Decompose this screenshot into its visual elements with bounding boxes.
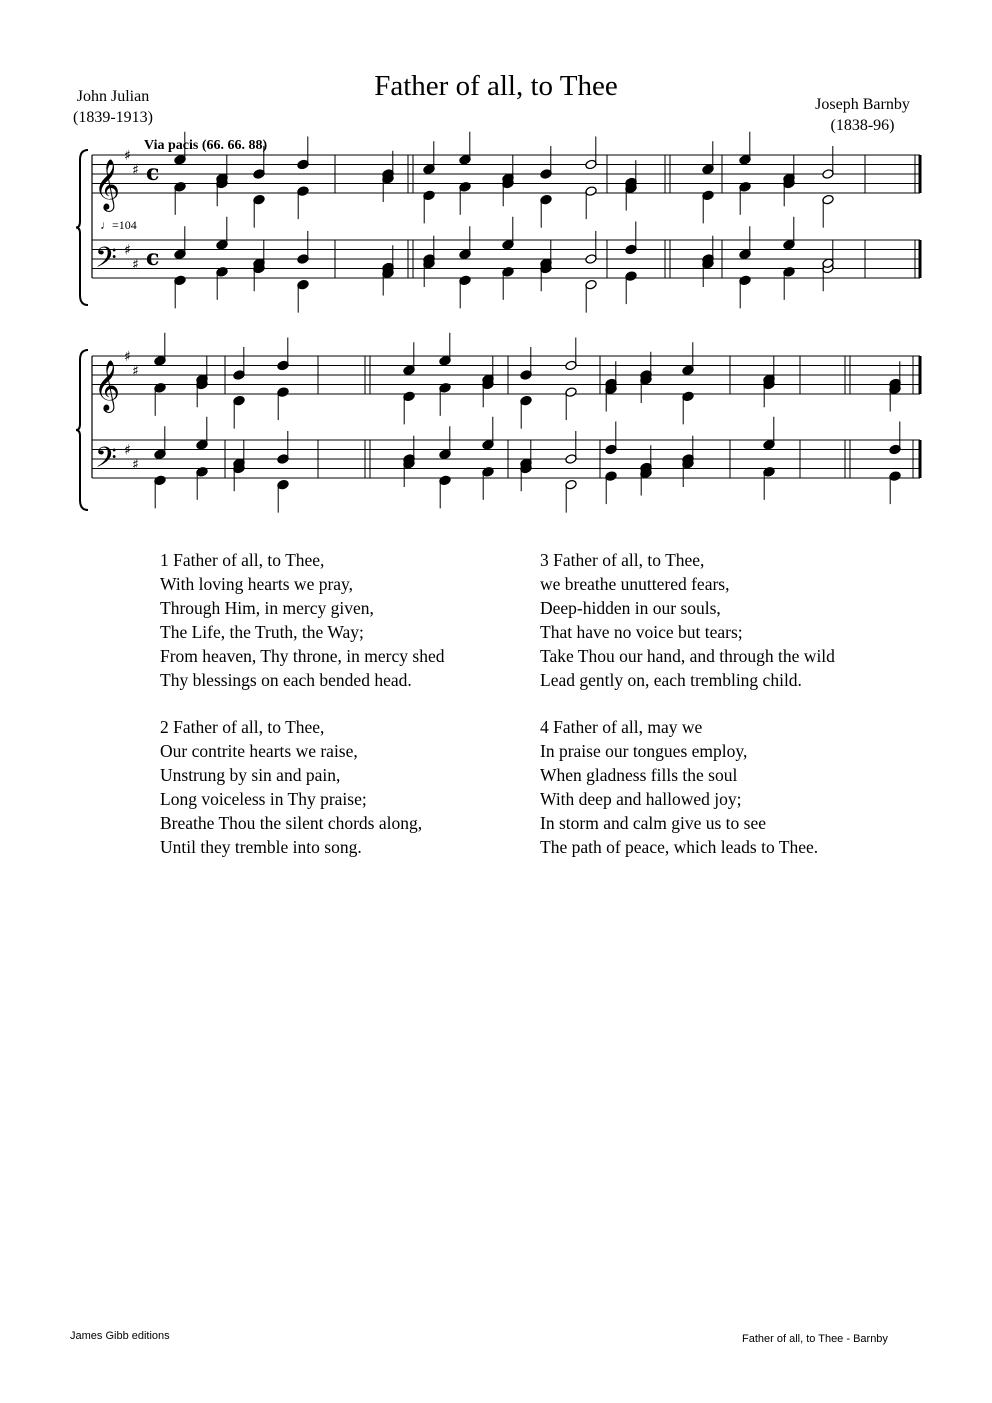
verse-line: With loving hearts we pray, bbox=[160, 574, 354, 594]
hymn-title: Father of all, to Thee bbox=[374, 70, 618, 102]
verse-line: Until they tremble into song. bbox=[160, 837, 362, 857]
verse-line: When gladness fills the soul bbox=[540, 765, 738, 785]
verse-line: Deep-hidden in our souls, bbox=[540, 598, 721, 618]
verse-line: The path of peace, which leads to Thee. bbox=[540, 837, 819, 857]
verses-right-column bbox=[540, 548, 835, 882]
verse-3 bbox=[540, 548, 835, 692]
time-signature: c bbox=[146, 245, 160, 271]
key-sharp-icon: ♯ bbox=[132, 363, 139, 380]
staff-brace bbox=[76, 350, 88, 510]
tune-name: Via pacis (66. 66. 88) bbox=[144, 138, 268, 153]
verse-line: Thy blessings on each bended head. bbox=[160, 670, 412, 690]
verses-left-column bbox=[160, 548, 444, 882]
treble-clef-icon: 𝄞 bbox=[94, 360, 121, 411]
verse-line: Take Thou our hand, and through the wild bbox=[540, 646, 835, 666]
time-signature: c bbox=[146, 160, 160, 186]
verse-line: In storm and calm give us to see bbox=[540, 813, 766, 833]
verse-line: 1 Father of all, to Thee, bbox=[160, 550, 325, 570]
bass-clef-icon: 𝄢 bbox=[95, 441, 117, 482]
verse-4 bbox=[540, 715, 835, 859]
verse-line: we breathe unuttered fears, bbox=[540, 574, 730, 594]
verse-line: Lead gently on, each trembling child. bbox=[540, 670, 802, 690]
key-sharp-icon: ♯ bbox=[132, 456, 139, 473]
key-sharp-icon: ♯ bbox=[124, 349, 131, 365]
score-systems bbox=[76, 148, 920, 510]
verse-2 bbox=[160, 715, 444, 859]
footer-page-label: Father of all, to Thee - Barnby bbox=[742, 1333, 888, 1345]
author-dates: (1839-1913) bbox=[73, 109, 153, 126]
verse-line: In praise our tongues employ, bbox=[540, 741, 748, 761]
verse-line: Unstrung by sin and pain, bbox=[160, 765, 341, 785]
verse-line: 2 Father of all, to Thee, bbox=[160, 717, 325, 737]
verse-line: 3 Father of all, to Thee, bbox=[540, 550, 705, 570]
tempo-marking: ♩=104 bbox=[100, 218, 137, 232]
staff-brace bbox=[76, 150, 88, 305]
key-sharp-icon: ♯ bbox=[132, 162, 139, 179]
composer-dates: (1838-96) bbox=[830, 117, 895, 134]
bass-clef-icon: 𝄢 bbox=[95, 241, 117, 282]
key-sharp-icon: ♯ bbox=[124, 148, 131, 164]
verse-line: Our contrite hearts we raise, bbox=[160, 741, 358, 761]
verse-1 bbox=[160, 548, 444, 692]
verse-line: Long voiceless in Thy praise; bbox=[160, 789, 367, 809]
author-name: John Julian bbox=[76, 88, 150, 105]
verse-line: Through Him, in mercy given, bbox=[160, 598, 374, 618]
key-sharp-icon: ♯ bbox=[124, 442, 131, 459]
verse-line: From heaven, Thy throne, in mercy shed bbox=[160, 646, 445, 666]
key-sharp-icon: ♯ bbox=[124, 242, 131, 259]
music-score bbox=[0, 0, 992, 540]
verse-line: The Life, the Truth, the Way; bbox=[160, 622, 364, 642]
composer-name: Joseph Barnby bbox=[815, 96, 910, 113]
verse-line: Breathe Thou the silent chords along, bbox=[160, 813, 423, 833]
verse-line: That have no voice but tears; bbox=[540, 622, 743, 642]
footer-publisher: James Gibb editions bbox=[70, 1330, 170, 1342]
key-sharp-icon: ♯ bbox=[132, 256, 139, 273]
verse-line: With deep and hallowed joy; bbox=[540, 789, 742, 809]
score-notes bbox=[154, 132, 901, 513]
treble-clef-icon: 𝄞 bbox=[94, 159, 121, 210]
verse-line: 4 Father of all, may we bbox=[540, 717, 703, 737]
